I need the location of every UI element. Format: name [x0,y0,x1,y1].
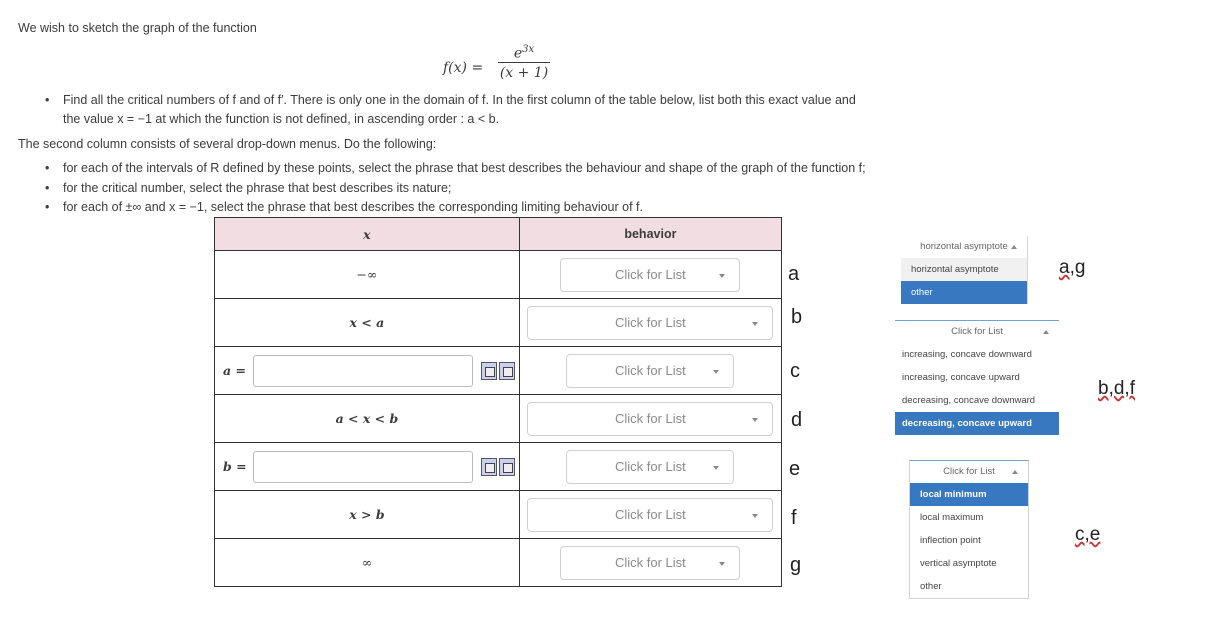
chevron-down-icon [752,322,758,326]
help-doc-icon[interactable] [499,362,515,380]
row-x-value: a < x < b [215,395,520,443]
formula-numerator: e [513,45,523,62]
row-tag: f [791,507,797,529]
dropdown-option[interactable]: local maximum [920,512,984,523]
value-b-input[interactable] [253,451,473,483]
table-row [215,347,782,395]
formula-exponent: 3x [522,44,535,55]
dropdown-option[interactable]: increasing, concave downward [902,349,1032,360]
table-header-behavior: behavior [519,218,781,251]
dropdown-list-shape [895,320,1059,435]
formula-denominator: (x + 1) [499,65,549,81]
equation-editor-icon[interactable] [481,362,497,380]
dropdown-option[interactable]: vertical asymptote [920,558,997,569]
chevron-down-icon [713,370,719,374]
behavior-dropdown[interactable]: Click for List [527,402,773,436]
table-row [215,251,782,299]
behavior-dropdown[interactable]: Click for List [566,450,734,484]
row-x-value: ∞ [215,539,520,587]
chevron-down-icon [752,418,758,422]
row-tag: e [789,458,801,480]
help-doc-icon[interactable] [499,458,515,476]
row-x-value: −∞ [215,251,520,299]
behavior-dropdown[interactable]: Click for List [527,498,773,532]
dropdown-option[interactable]: other [920,581,942,592]
dropdown-option[interactable]: decreasing, concave upward [895,412,1059,435]
table-row [215,443,782,491]
dropdown-option[interactable]: other [901,281,1027,304]
bullet-item: • for each of the intervals of R defined by these points, select the phrase that best describes the behaviour and shape of the graph of the function f; [48,161,866,175]
second-column-text: The second column consists of several drop-down menus. Do the following: [18,137,437,151]
input-label-b: b = [223,459,247,474]
behavior-dropdown[interactable]: Click for List [527,306,773,340]
row-tag: b [791,306,803,328]
formula-lhs: f(x) = [443,60,484,76]
value-a-input[interactable] [253,355,473,387]
chevron-down-icon [752,514,758,518]
table-row [215,539,782,587]
table-header-x: x [215,218,520,251]
panel-label: a,g [1059,257,1086,278]
intro-text: We wish to sketch the graph of the function [18,21,257,35]
dropdown-option[interactable]: local minimum [910,483,1028,506]
chevron-up-icon [1043,330,1049,334]
dropdown-option[interactable]: horizontal asymptote [901,258,1027,281]
chevron-up-icon [1012,470,1018,474]
row-tag: g [790,554,802,576]
bullet-item: • for the critical number, select the phrase that best describes its nature; [48,181,451,195]
panel-label: c,e [1075,524,1101,545]
equation-editor-icon[interactable] [481,458,497,476]
table-row [215,395,782,443]
behavior-table [214,217,782,587]
row-tag: a [788,263,800,285]
behavior-dropdown[interactable]: Click for List [560,258,740,292]
table-row [215,491,782,539]
table-row [215,299,782,347]
bullet-item: • for each of ±∞ and x = −1, select the phrase that best describes the corresponding limiting behaviour of f. [48,200,643,214]
behavior-dropdown[interactable]: Click for List [560,546,740,580]
dropdown-option[interactable]: inflection point [920,535,981,546]
row-x-value: x > b [215,491,520,539]
panel-label: b,d,f [1098,378,1135,399]
row-tag: c [790,360,800,382]
bullet-continuation: the value x = −1 at which the function is not defined, in ascending order : a < b. [63,112,500,126]
bullet-item: • Find all the critical numbers of f and of f′. There is only one in the domain of f. In the first column of the table below, list both this exact value and [48,93,856,107]
dropdown-list-asymptote [901,236,1027,304]
chevron-down-icon [719,274,725,278]
row-x-value: x < a [215,299,520,347]
dropdown-option[interactable]: decreasing, concave downward [902,395,1036,406]
behavior-dropdown[interactable]: Click for List [566,354,734,388]
row-tag: d [791,409,803,431]
dropdown-option[interactable]: increasing, concave upward [902,372,1020,383]
input-label-a: a = [223,363,246,378]
chevron-down-icon [713,466,719,470]
dropdown-header[interactable]: Click for List [910,461,1028,483]
dropdown-header[interactable]: Click for List [895,321,1059,343]
chevron-down-icon [719,562,725,566]
chevron-up-icon [1011,245,1017,249]
formula-fraction [498,40,550,83]
dropdown-header[interactable]: horizontal asymptote [901,236,1027,258]
dropdown-list-nature [909,460,1029,599]
